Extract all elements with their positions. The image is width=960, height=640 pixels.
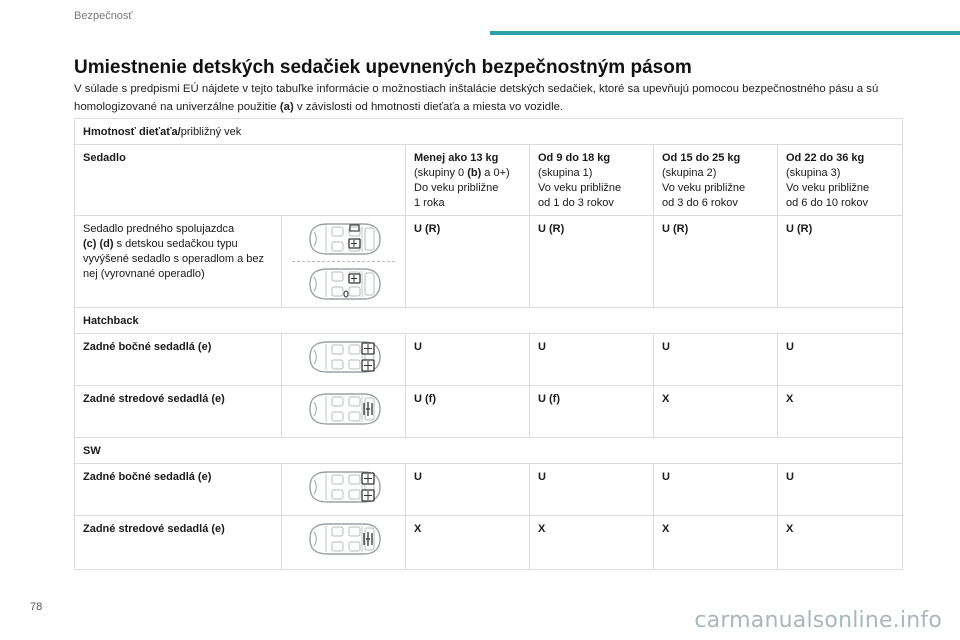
- sw-rear-center-value-1: X: [530, 516, 654, 570]
- hatchback-heading-row: [75, 308, 903, 334]
- front-seat-label-line1: Sedadlo predného spolujazdca: [83, 223, 235, 235]
- weight-heading-cell: [75, 119, 903, 145]
- sw-rear-side-value-3: U: [778, 464, 903, 516]
- front-seat-label: [75, 216, 282, 308]
- intro-text-part1: V súlade s predpismi EÚ nájdete v tejto tabuľke informácie o možnostiach inštalácie detských sedačiek, ktoré sa upevňujú pomocou bezpečnostného pásu a sú homologizované na univerzálne použitie: [74, 83, 879, 113]
- front-seat-diagram-cell: [282, 216, 406, 308]
- sw-heading-row: [75, 438, 903, 464]
- car-rear-center-seat-diagram: [304, 519, 384, 559]
- child-seat-table: [74, 118, 903, 570]
- car-seat-front-passenger-reclined-diagram: [304, 264, 384, 304]
- hatchback-rear-center-label: Zadné stredové sedadlá (e): [75, 386, 282, 438]
- group-line1-post: a 0+): [481, 167, 510, 179]
- sw-rear-side-row: [75, 464, 903, 516]
- hatchback-rear-side-label: Zadné bočné sedadlá (e): [75, 334, 282, 386]
- group-line3: od 3 do 6 rokov: [662, 197, 738, 209]
- front-seat-value-2: U (R): [654, 216, 778, 308]
- sw-rear-center-value-2: X: [654, 516, 778, 570]
- section-label: Bezpečnosť: [74, 10, 133, 22]
- front-seat-label-rest: s detskou sedačkou typu vyvýšené sedadlo s operadlom a bez nej (vyrovnané operadlo): [83, 238, 264, 280]
- group-cell-3: [778, 145, 903, 216]
- group-line3: od 1 do 3 rokov: [538, 197, 614, 209]
- weight-heading-rest: približný vek: [180, 126, 242, 138]
- car-rear-side-seats-diagram: [304, 337, 384, 377]
- header-accent-bar: [490, 31, 960, 35]
- front-seat-value-0: U (R): [406, 216, 530, 308]
- car-rear-center-seat-diagram: [304, 389, 384, 429]
- group-line2: Vo veku približne: [786, 182, 870, 194]
- hatchback-rear-center-value-3: X: [778, 386, 903, 438]
- group-line1: (skupina 3): [786, 167, 841, 179]
- sw-rear-side-value-1: U: [530, 464, 654, 516]
- group-cell-2: [654, 145, 778, 216]
- hatchback-rear-side-value-2: U: [654, 334, 778, 386]
- group-line1: (skupina 2): [662, 167, 717, 179]
- hatchback-rear-side-diagram-cell: [282, 334, 406, 386]
- hatchback-rear-center-value-1: U (f): [530, 386, 654, 438]
- intro-paragraph: [74, 80, 894, 116]
- group-weight: Od 9 do 18 kg: [538, 152, 611, 164]
- hatchback-rear-side-value-3: U: [778, 334, 903, 386]
- group-cell-1: [530, 145, 654, 216]
- sw-rear-center-row: [75, 516, 903, 570]
- hatchback-rear-center-diagram-cell: [282, 386, 406, 438]
- group-weight: Od 22 do 36 kg: [786, 152, 865, 164]
- sw-rear-side-diagram-cell: [282, 464, 406, 516]
- group-line1: (skupina 1): [538, 167, 593, 179]
- sw-rear-side-label: Zadné bočné sedadlá (e): [75, 464, 282, 516]
- group-line2: Vo veku približne: [538, 182, 622, 194]
- sw-heading: SW: [75, 438, 903, 464]
- sw-rear-side-value-0: U: [406, 464, 530, 516]
- weight-heading-row: [75, 119, 903, 145]
- sw-rear-side-value-2: U: [654, 464, 778, 516]
- group-cell-0: [406, 145, 530, 216]
- group-line3: od 6 do 10 rokov: [786, 197, 868, 209]
- seat-heading: Sedadlo: [75, 145, 406, 216]
- group-line2: Vo veku približne: [662, 182, 746, 194]
- hatchback-rear-center-value-2: X: [654, 386, 778, 438]
- front-seat-value-1: U (R): [530, 216, 654, 308]
- hatchback-rear-center-row: [75, 386, 903, 438]
- front-seat-row: [75, 216, 903, 308]
- page-title: Umiestnenie detských sedačiek upevnených bezpečnostným pásom: [74, 57, 692, 78]
- hatchback-rear-side-value-1: U: [530, 334, 654, 386]
- page-number: 78: [30, 601, 43, 613]
- sw-rear-center-value-0: X: [406, 516, 530, 570]
- group-line2: Do veku približne: [414, 182, 499, 194]
- group-heading-row: [75, 145, 903, 216]
- intro-text-part2: v závislosti od hmotnosti dieťaťa a miesta vo vozidle.: [293, 101, 564, 113]
- group-line3: 1 roka: [414, 197, 445, 209]
- sw-rear-center-label: Zadné stredové sedadlá (e): [75, 516, 282, 570]
- hatchback-rear-center-value-0: U (f): [406, 386, 530, 438]
- car-rear-side-seats-diagram: [304, 467, 384, 507]
- weight-heading-bold: Hmotnosť dieťaťa/: [83, 126, 181, 138]
- intro-ref-a: (a): [279, 101, 294, 113]
- car-seat-front-passenger-diagram: [304, 219, 384, 259]
- hatchback-rear-side-value-0: U: [406, 334, 530, 386]
- sw-rear-center-value-3: X: [778, 516, 903, 570]
- hatchback-heading: Hatchback: [75, 308, 903, 334]
- front-seat-ref: (c) (d): [83, 238, 114, 250]
- group-ref: (b): [467, 167, 482, 179]
- group-weight: Menej ako 13 kg: [414, 152, 499, 164]
- group-line1: (skupiny 0: [414, 167, 468, 179]
- hatchback-rear-side-row: [75, 334, 903, 386]
- sw-rear-center-diagram-cell: [282, 516, 406, 570]
- group-weight: Od 15 do 25 kg: [662, 152, 741, 164]
- watermark: carmanualsonline.info: [694, 608, 942, 633]
- front-seat-value-3: U (R): [778, 216, 903, 308]
